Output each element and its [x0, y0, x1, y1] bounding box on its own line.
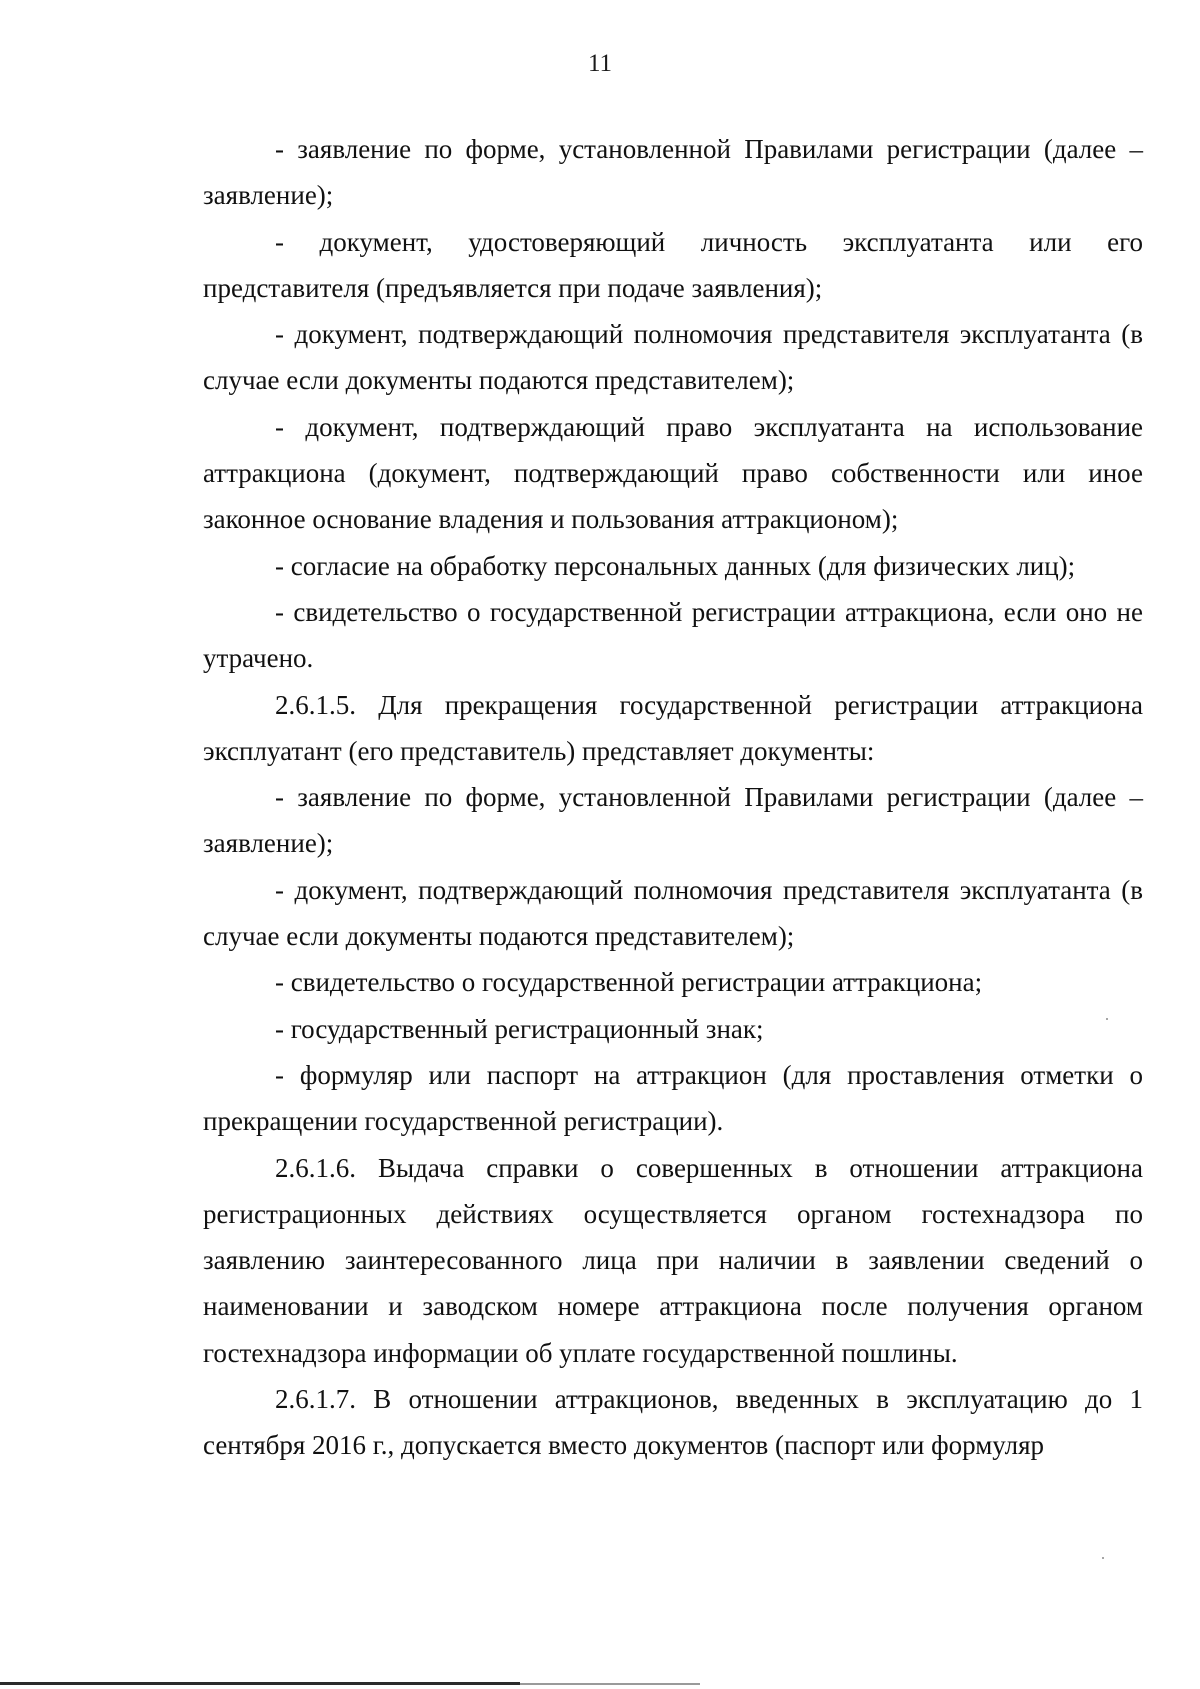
paragraph-application-form-2: - заявление по форме, установленной Правилами регистрации (далее – заявление);	[203, 782, 1143, 859]
document-body	[203, 126, 1143, 1469]
paragraph-section-2-6-1-7: 2.6.1.7. В отношении аттракционов, введенных в эксплуатацию до 1 сентября 2016 г., допускается вместо документов (паспорт или формуляр	[203, 1384, 1143, 1461]
paragraph-registration-sign: - государственный регистрационный знак;	[275, 1013, 764, 1044]
paragraph-representative-authority-2: - документ, подтверждающий полномочия представителя эксплуатанта (в случае если документы подаются представителем);	[203, 874, 1143, 952]
scan-speck	[1102, 1557, 1104, 1559]
paragraph-registration-certificate-2: - свидетельство о государственной регистрации аттракциона;	[275, 967, 983, 998]
scan-speck	[1106, 1018, 1108, 1020]
scan-edge-rule-faint	[520, 1683, 700, 1685]
paragraph-right-of-use: - документ, подтверждающий право эксплуатанта на использование аттракциона (документ, подтверждающий право собственности или иное законное основание владения и пользования аттракционом);	[203, 411, 1143, 535]
paragraph-registration-certificate: - свидетельство о государственной регистрации аттракциона, если оно не утрачено.	[203, 596, 1143, 674]
paragraph-personal-data-consent: - согласие на обработку персональных данных (для физических лиц);	[275, 550, 1076, 581]
scan-edge-rule	[0, 1682, 520, 1685]
paragraph-representative-authority: - документ, подтверждающий полномочия представителя эксплуатанта (в случае если документы подаются представителем);	[203, 319, 1143, 396]
paragraph-section-2-6-1-6: 2.6.1.6. Выдача справки о совершенных в отношении аттракциона регистрационных действиях осуществляется органом гостехнадзора по заявлению заинтересованного лица при наличии в заявлении сведений о наименовании и заводском номере аттракциона после получения органом гостехнадзора информации об уплате государственной пошлины.	[203, 1152, 1143, 1368]
paragraph-logbook-or-passport: - формуляр или паспорт на аттракцион (для проставления отметки о прекращении государственной регистрации).	[203, 1059, 1143, 1137]
paragraph-application-form: - заявление по форме, установленной Правилами регистрации (далее – заявление);	[203, 134, 1143, 211]
paragraph-section-2-6-1-5: 2.6.1.5. Для прекращения государственной регистрации аттракциона эксплуатант (его представитель) представляет документы:	[203, 689, 1143, 766]
paragraph-identity-document: - документ, удостоверяющий личность эксплуатанта или его представителя (предъявляется при подаче заявления);	[203, 226, 1143, 303]
page-number: 11	[587, 50, 613, 77]
